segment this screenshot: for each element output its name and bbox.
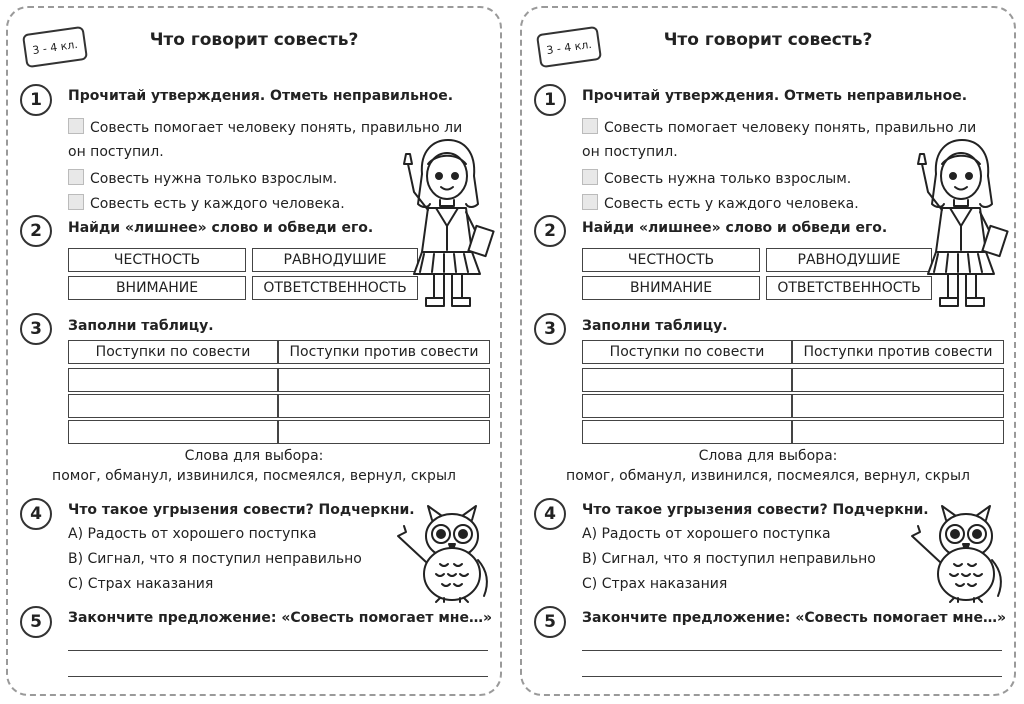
answer-line[interactable] xyxy=(582,676,1002,677)
table-cell[interactable] xyxy=(68,394,278,418)
worksheet-title: Что говорит совесть? xyxy=(663,30,873,50)
owl-illustration xyxy=(906,502,1010,604)
task3-question: Заполни таблицу. xyxy=(582,318,728,334)
task-number-1: 1 xyxy=(20,84,52,116)
girl-illustration xyxy=(898,130,1014,310)
hint-words: помог, обманул, извинился, посмеялся, вернул, скрыл xyxy=(566,468,970,484)
owl-illustration xyxy=(392,502,496,604)
table-header: Поступки против совести xyxy=(792,340,1004,364)
worksheet-card-left xyxy=(6,6,502,696)
table-cell[interactable] xyxy=(582,394,792,418)
task1-question: Прочитай утверждения. Отметь неправильное. xyxy=(68,88,454,104)
table-header: Поступки по совести xyxy=(582,340,792,364)
task1-statement-1: Совесть помогает человеку понять, правильно ли xyxy=(68,118,462,136)
task4-option-c[interactable]: C) Страх наказания xyxy=(582,576,728,592)
answer-line[interactable] xyxy=(68,650,488,651)
task-number-4: 4 xyxy=(20,498,52,530)
table-cell[interactable] xyxy=(68,368,278,392)
task-number-2: 2 xyxy=(20,215,52,247)
word-box[interactable]: ОТВЕТСТВЕННОСТЬ xyxy=(766,276,932,300)
fill-table xyxy=(68,340,490,444)
task1-statement-2: Совесть нужна только взрослым. xyxy=(582,169,851,187)
table-cell[interactable] xyxy=(792,368,1004,392)
task4-option-c[interactable]: C) Страх наказания xyxy=(68,576,214,592)
answer-line[interactable] xyxy=(68,676,488,677)
task1-statement-3: Совесть есть у каждого человека. xyxy=(582,194,859,212)
task1-statement-1: Совесть помогает человеку понять, правильно ли xyxy=(582,118,976,136)
hint-words: помог, обманул, извинился, посмеялся, вернул, скрыл xyxy=(52,468,456,484)
task4-question: Что такое угрызения совести? Подчеркни. xyxy=(582,502,929,518)
grade-badge: 3 - 4 кл. xyxy=(22,26,88,68)
word-box[interactable]: ВНИМАНИЕ xyxy=(582,276,760,300)
task-number-1: 1 xyxy=(534,84,566,116)
worksheet-title: Что говорит совесть? xyxy=(149,30,359,50)
task3-question: Заполни таблицу. xyxy=(68,318,214,334)
task1-question: Прочитай утверждения. Отметь неправильное. xyxy=(582,88,968,104)
answer-line[interactable] xyxy=(582,650,1002,651)
task-number-3: 3 xyxy=(20,313,52,345)
table-cell[interactable] xyxy=(582,368,792,392)
table-cell[interactable] xyxy=(792,420,1004,444)
task4-option-a[interactable]: A) Радость от хорошего поступка xyxy=(68,526,317,542)
word-box[interactable]: ЧЕСТНОСТЬ xyxy=(582,248,760,272)
task2-question: Найди «лишнее» слово и обведи его. xyxy=(68,220,374,236)
task2-question: Найди «лишнее» слово и обведи его. xyxy=(582,220,888,236)
checkbox[interactable] xyxy=(582,169,598,185)
task1-statement-2: Совесть нужна только взрослым. xyxy=(68,169,337,187)
task-number-5: 5 xyxy=(534,606,566,638)
fill-table xyxy=(582,340,1004,444)
checkbox[interactable] xyxy=(68,169,84,185)
girl-illustration xyxy=(384,130,500,310)
task5-question: Закончите предложение: «Совесть помогает мне…» xyxy=(68,610,493,626)
task5-question: Закончите предложение: «Совесть помогает мне…» xyxy=(582,610,1007,626)
checkbox[interactable] xyxy=(582,118,598,134)
task1-statement-3: Совесть есть у каждого человека. xyxy=(68,194,345,212)
hint-title: Слова для выбора: xyxy=(698,448,838,464)
checkbox[interactable] xyxy=(68,194,84,210)
table-cell[interactable] xyxy=(278,394,490,418)
grade-badge: 3 - 4 кл. xyxy=(536,26,602,68)
word-box[interactable]: ВНИМАНИЕ xyxy=(68,276,246,300)
task1-statement-1-cont: он поступил. xyxy=(582,144,678,160)
task4-option-b[interactable]: B) Сигнал, что я поступил неправильно xyxy=(68,551,362,567)
task-number-3: 3 xyxy=(534,313,566,345)
word-box[interactable]: ОТВЕТСТВЕННОСТЬ xyxy=(252,276,418,300)
task4-option-b[interactable]: B) Сигнал, что я поступил неправильно xyxy=(582,551,876,567)
word-box[interactable]: ЧЕСТНОСТЬ xyxy=(68,248,246,272)
table-cell[interactable] xyxy=(278,368,490,392)
checkbox[interactable] xyxy=(582,194,598,210)
table-cell[interactable] xyxy=(792,394,1004,418)
table-header: Поступки против совести xyxy=(278,340,490,364)
word-box[interactable]: РАВНОДУШИЕ xyxy=(766,248,932,272)
task-number-4: 4 xyxy=(534,498,566,530)
word-box[interactable]: РАВНОДУШИЕ xyxy=(252,248,418,272)
hint-title: Слова для выбора: xyxy=(184,448,324,464)
task-number-5: 5 xyxy=(20,606,52,638)
task-number-2: 2 xyxy=(534,215,566,247)
worksheet-card-right xyxy=(520,6,1016,696)
table-cell[interactable] xyxy=(278,420,490,444)
checkbox[interactable] xyxy=(68,118,84,134)
table-cell[interactable] xyxy=(582,420,792,444)
table-header: Поступки по совести xyxy=(68,340,278,364)
task4-option-a[interactable]: A) Радость от хорошего поступка xyxy=(582,526,831,542)
table-cell[interactable] xyxy=(68,420,278,444)
task4-question: Что такое угрызения совести? Подчеркни. xyxy=(68,502,415,518)
task1-statement-1-cont: он поступил. xyxy=(68,144,164,160)
